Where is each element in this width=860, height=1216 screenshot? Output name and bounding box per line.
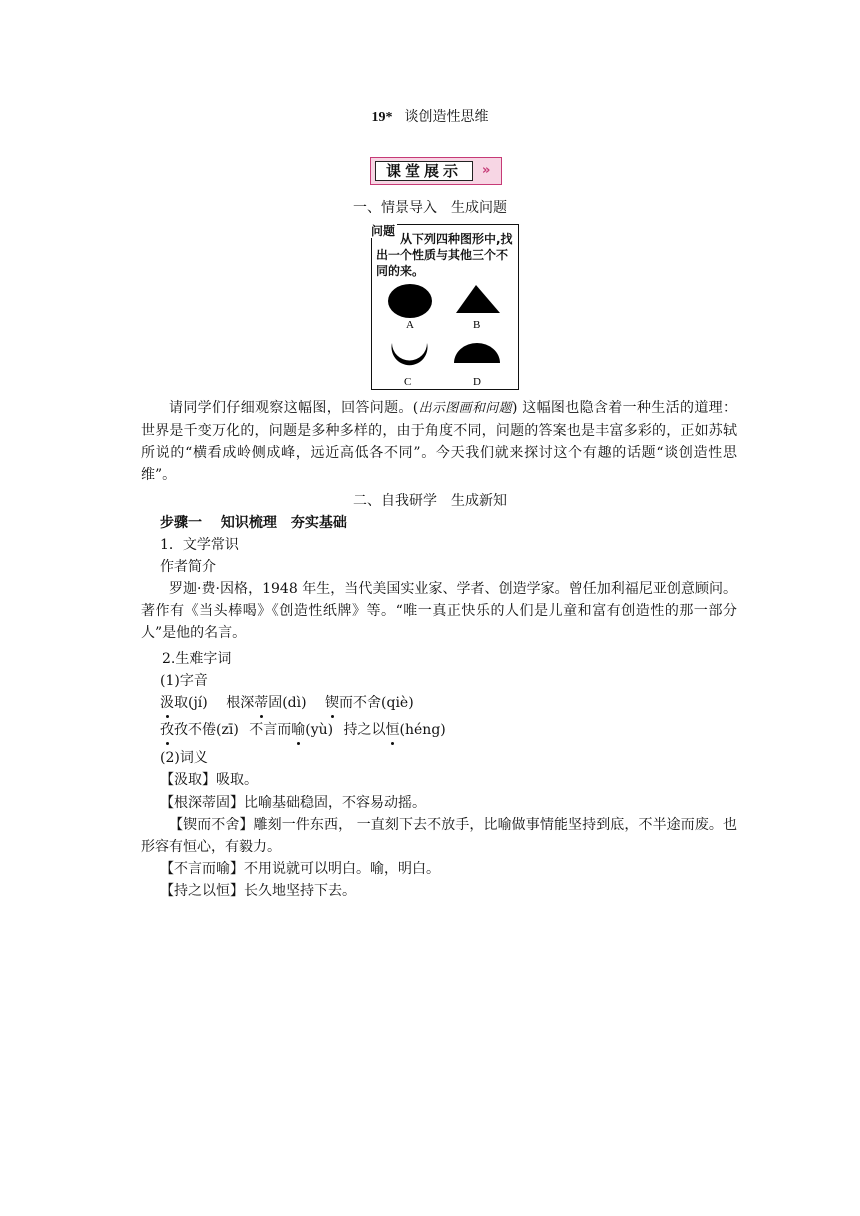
double-chevron-right-icon: »: [482, 163, 491, 178]
lesson-number: 19*: [371, 110, 393, 125]
pronunciation-heading: (1)字音: [160, 673, 208, 689]
pron-item: 汲取(jí): [160, 695, 208, 711]
label-c: C: [404, 376, 412, 388]
intro-paragraph: [141, 397, 737, 486]
pronunciation-row-2: [160, 719, 446, 741]
banner-label: 课堂展示: [375, 161, 473, 181]
intro-note: 出示图画和问题: [418, 401, 512, 416]
meaning-item: 【汲取】吸取。: [160, 772, 258, 788]
meaning-item: 【根深蒂固】比喻基础稳固，不容易动摇。: [160, 795, 426, 811]
shape-a-ellipse: [388, 284, 432, 318]
shape-b-triangle: [456, 285, 500, 313]
shape-c-crescent: [392, 343, 428, 365]
pronunciation-row-1: [160, 692, 414, 714]
section-heading-2: 二、自我研学 生成新知: [353, 493, 507, 509]
meaning-heading: (2)词义: [160, 750, 208, 766]
label-d: D: [473, 376, 481, 388]
meaning-item: 【锲而不舍】雕刻一件东西， 一直刻下去不放手，比喻做事情能坚持到底，不半途而废。也形容有恒心，有毅力。: [141, 817, 738, 855]
pron-item: 持之以恒(héng): [344, 722, 446, 738]
vocab-heading: 2.生难字词: [162, 651, 232, 667]
section-heading-1: 一、情景导入 生成问题: [353, 200, 507, 216]
page-title: [0, 106, 860, 126]
figure-tag: 问题: [371, 224, 396, 238]
intro-text-1: 请同学们仔细观察这幅图，回答问题。(: [169, 400, 419, 416]
pron-item: 锲而不舍(qiè): [325, 695, 414, 711]
literature-heading: 1．文学常识: [160, 537, 239, 553]
figure-question: 从下列四种图形中,找出一个性质与其他三个不同的来。: [376, 232, 513, 278]
step-heading: 步骤一 知识梳理 夯实基础: [160, 515, 347, 531]
label-b: B: [473, 319, 481, 331]
puzzle-figure: [371, 224, 519, 390]
pron-item: 不言而喻(yù): [249, 722, 333, 738]
pron-item: 孜孜不倦(zī): [160, 722, 239, 738]
author-intro-heading: 作者简介: [160, 559, 216, 575]
lesson-title: 谈创造性思维: [404, 109, 489, 125]
intro-text-2: ) 这幅图也隐含着一种生活的道理：世界是千变万化的，问题是多种多样的，由于角度不同，问题的答案也是丰富多彩的，正如苏轼所说的“横看成岭侧成峰，远近高低各不同”。今天我们就来探讨这个有趣的话题“谈创造性思维”。: [141, 400, 737, 483]
pron-item: 根深蒂固(dì): [226, 695, 306, 711]
section-banner: [370, 157, 502, 185]
label-a: A: [406, 319, 414, 331]
meaning-item: 【持之以恒】长久地坚持下去。: [160, 883, 356, 899]
meaning-item: 【不言而喻】不用说就可以明白。喻，明白。: [160, 861, 440, 877]
shape-d-semicircle: [454, 343, 500, 363]
author-intro-text: 罗迦·费·因格，1948 年生，当代美国实业家、学者、创造学家。曾任加利福尼亚创意顾问。著作有《当头棒喝》《创造性纸牌》等。“唯一真正快乐的人们是儿童和富有创造性的那一部分人”是他的名言。: [141, 581, 737, 641]
